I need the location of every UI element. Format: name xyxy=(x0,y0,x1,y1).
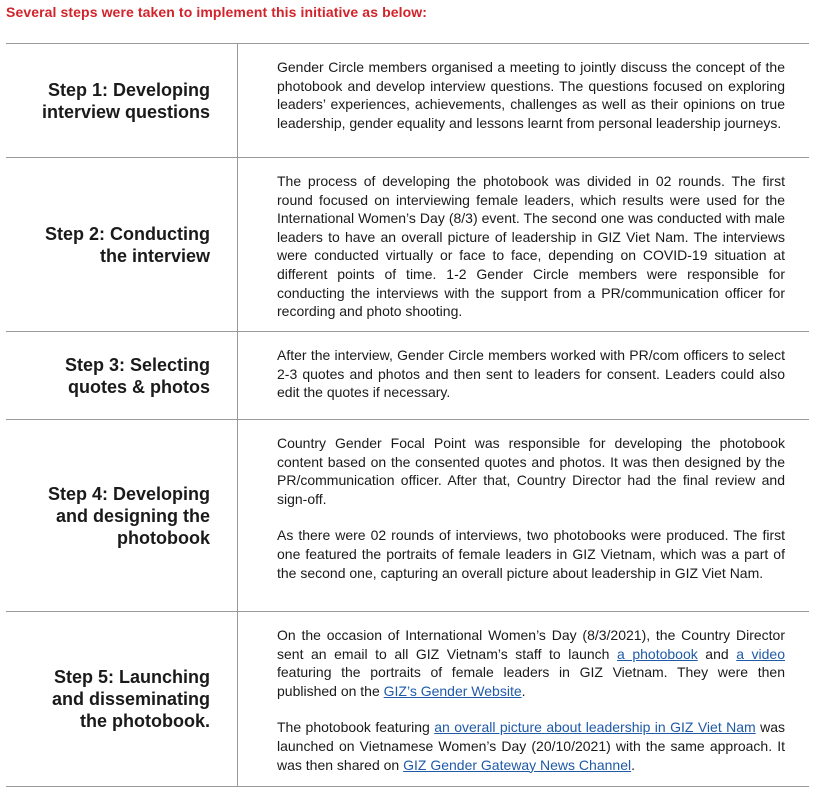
text-segment: . xyxy=(631,756,635,773)
step-title: Step 5: Launching and disseminating the photobook. xyxy=(51,667,210,731)
step-description-cell xyxy=(238,420,809,611)
gender-website-link[interactable]: GIZ’s Gender Website xyxy=(383,682,522,699)
text-segment: The photobook featuring xyxy=(277,719,435,736)
step-title-cell xyxy=(6,332,238,419)
steps-table xyxy=(6,43,809,787)
step-description-cell xyxy=(238,332,809,419)
step-description-cell xyxy=(238,158,809,331)
step-description-cell xyxy=(238,612,809,786)
step-title: Step 4: Developing and designing the photobook xyxy=(47,483,210,548)
step-description-cell xyxy=(238,44,809,157)
step-title-cell xyxy=(6,612,238,786)
step-description xyxy=(277,626,785,700)
step-description: Country Gender Focal Point was responsible for developing the photobook content based on the consented quotes and photos. It was then designed by the PR/communication officer. After that, Country Director had the final review and sign-off. xyxy=(277,435,785,507)
text-segment: was launched on Vietnamese Women’s Day (20/10/2021) with the same approach. It was then shared on xyxy=(277,719,785,773)
leadership-photobook-link[interactable]: an overall picture about leadership in GIZ Viet Nam xyxy=(434,719,756,736)
step-row-4 xyxy=(6,419,809,611)
intro-heading: Several steps were taken to implement this initiative as below: xyxy=(6,4,427,20)
step-title: Step 2: Conducting the interview xyxy=(45,223,210,266)
text-segment: featuring the portraits of female leaders in GIZ Vietnam. They were then published on the xyxy=(277,664,785,699)
step-title-cell xyxy=(6,44,238,157)
text-segment: and xyxy=(697,645,737,662)
step-description: Gender Circle members organised a meeting to jointly discuss the concept of the photobook and develop interview questions. The questions focused on exploring leaders’ experiences, achievements, challenges as well as their opinions on true leadership, gender equality and lessons learnt from personal leadership journeys. xyxy=(277,59,785,131)
step-title-cell xyxy=(6,420,238,611)
step-description-2 xyxy=(277,718,785,774)
step-title: Step 3: Selecting quotes & photos xyxy=(64,354,210,397)
step-title-cell xyxy=(6,158,238,331)
step-description: After the interview, Gender Circle members worked with PR/com officers to select 2-3 quotes and photos and then sent to leaders for consent. Leaders could also edit the quotes if necessary. xyxy=(277,347,785,401)
step-title: Step 1: Developing interview questions xyxy=(41,79,210,122)
video-link[interactable]: a video xyxy=(736,645,785,662)
gender-gateway-link[interactable]: GIZ Gender Gateway News Channel xyxy=(403,756,632,773)
photobook-link[interactable]: a photobook xyxy=(617,645,698,662)
step-description-2: As there were 02 rounds of interviews, two photobooks were produced. The first one featured the portraits of female leaders in GIZ Vietnam, which was a part of the second one, capturing an overall picture about leadership in GIZ Viet Nam. xyxy=(277,527,785,581)
step-row-2 xyxy=(6,157,809,331)
step-row-3 xyxy=(6,331,809,419)
step-description: The process of developing the photobook was divided in 02 rounds. The first round focused on interviewing female leaders, which results were used for the International Women’s Day (8/3) event. The second one was conducted with male leaders to have an overall picture of leadership in GIZ Viet Nam. The interviews were conducted virtually or face to face, depending on COVID-19 situation at different points of time. 1-2 Gender Circle members were responsible for conducting the interviews with the support from a PR/communication officer for recording and photo shooting. xyxy=(277,173,785,320)
step-row-1 xyxy=(6,43,809,157)
step-row-5 xyxy=(6,611,809,787)
text-segment: On the occasion of International Women’s Day (8/3/2021), the Country Director sent an email to all GIZ Vietnam’s staff to launch xyxy=(277,627,785,662)
text-segment: . xyxy=(521,682,526,699)
